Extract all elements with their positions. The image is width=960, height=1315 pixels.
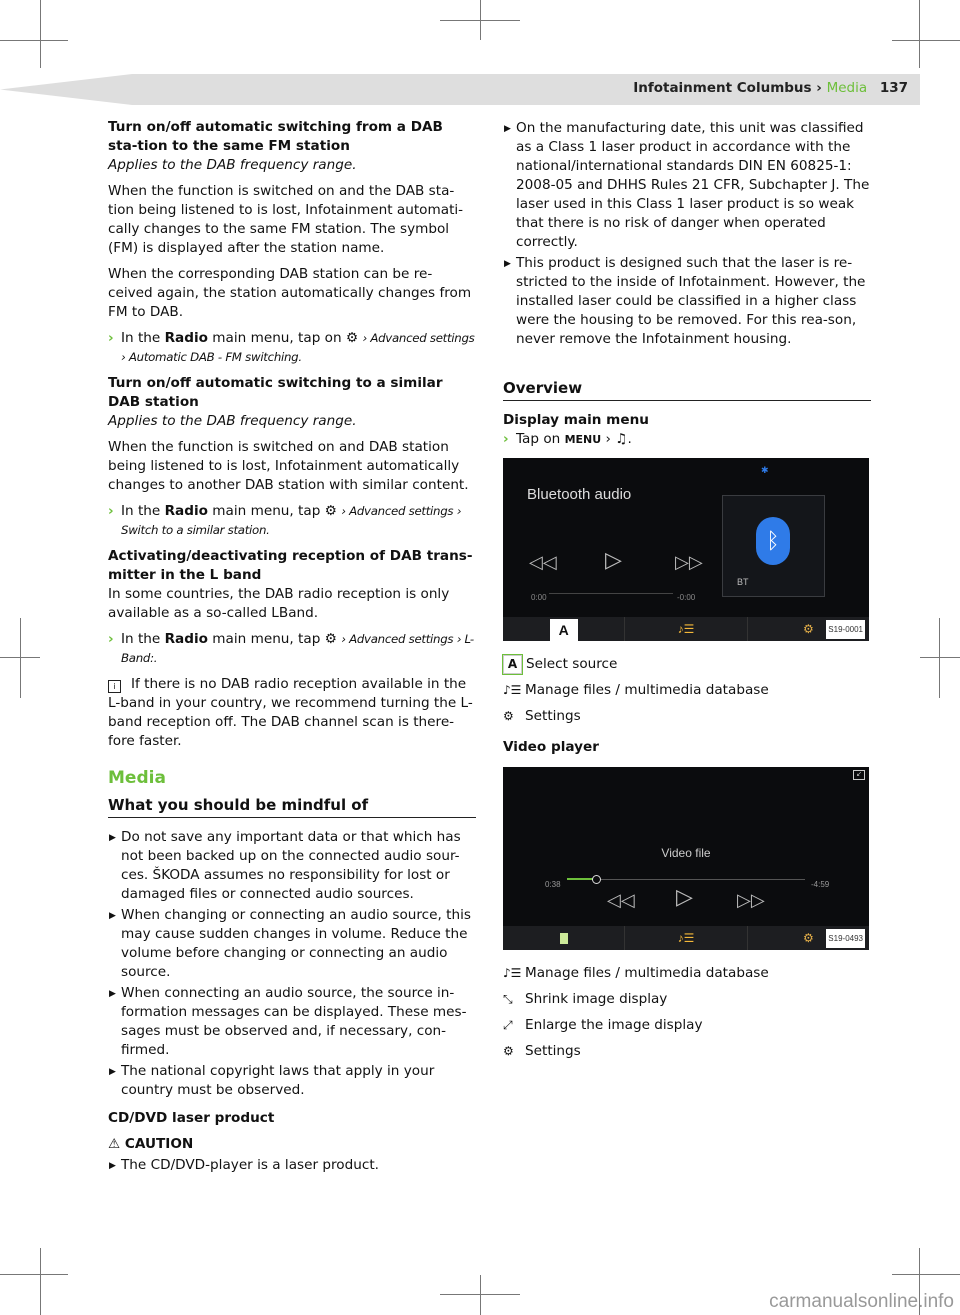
legend-item: ♪☰ Manage files / multimedia database — [503, 965, 769, 981]
heading-auto-fm: Turn on/off automatic switching from a DAB sta-tion to the same FM station — [108, 119, 443, 154]
bullet-triangle-icon: ▶ — [504, 259, 511, 269]
left-column — [108, 118, 476, 1177]
file-icon — [560, 933, 568, 944]
legend-item: ⤢ Enlarge the image display — [503, 1017, 703, 1033]
section-title: Media — [826, 80, 868, 96]
watermark: carmanualsonline.info — [769, 1291, 954, 1312]
settings-icon: ⚙ — [345, 330, 359, 346]
figure-code: S19-0001 — [826, 620, 865, 639]
crop-mark — [0, 40, 68, 41]
paragraph: When the function is switched on and DAB station being listened to is lost, Infotainment automatically changes to another DAB station with similar content. — [108, 439, 469, 493]
play-button[interactable]: ▷ — [676, 884, 693, 909]
enlarge-image-icon: ⤢ — [503, 1018, 513, 1032]
time-start: 0:38 — [545, 880, 561, 889]
note: i If there is no DAB radio reception available in the L-band in your country, we recommend turning the L-band reception off. The DAB channel scan is there-fore faster. — [108, 676, 473, 749]
paragraph: When the function is switched on and the DAB sta-tion being listened to is lost, Infotainment automati-cally changes to the same FM station. The symbol (FM) is displayed after the station name. — [108, 183, 464, 256]
warning-icon: ⚠ — [108, 1136, 121, 1152]
menu-path: › Advanced settings › Automatic DAB - FM switching. — [121, 331, 475, 364]
video-source-tab[interactable] — [503, 926, 625, 950]
heading-similar: Turn on/off automatic switching to a similar DAB station — [108, 375, 443, 410]
header-separator: › — [816, 80, 822, 96]
figure-code: S19-0493 — [826, 929, 865, 948]
manage-files-icon: ♪☰ — [677, 930, 695, 945]
legend-item: ⤡ Shrink image display — [503, 991, 668, 1007]
crop-mark — [40, 1248, 41, 1315]
running-header — [633, 80, 908, 100]
note-icon: i — [108, 680, 121, 693]
crop-mark — [0, 657, 40, 658]
crop-mark — [480, 1275, 481, 1315]
page-number: 137 — [879, 80, 908, 96]
settings-icon: ⚙ — [503, 709, 514, 723]
manage-files-tab[interactable] — [625, 617, 747, 641]
crop-mark — [440, 20, 520, 21]
caution-label: ⚠ CAUTION — [108, 1136, 194, 1152]
source-tile[interactable] — [722, 495, 825, 597]
settings-icon: ⚙ — [802, 621, 814, 636]
crop-mark — [0, 1274, 68, 1275]
menu-name: Radio — [164, 631, 208, 647]
legend-item: A Select source — [503, 655, 871, 674]
bullet-triangle-icon: ▶ — [109, 833, 116, 843]
paragraph: When the corresponding DAB station can be re-ceived again, the station automatically changes from FM to DAB. — [108, 266, 472, 320]
heading-laser: CD/DVD laser product — [108, 1110, 275, 1126]
time-end: -4:59 — [811, 880, 830, 889]
legend-item: ♪☰ Manage files / multimedia database — [503, 682, 769, 698]
crop-mark — [919, 0, 920, 68]
crop-mark — [40, 0, 41, 68]
legend-item: ⚙ Settings — [503, 1043, 581, 1059]
bullet-triangle-icon: ▶ — [109, 911, 116, 921]
section-heading-media: Media — [108, 768, 166, 788]
menu-key: MENU — [564, 433, 602, 446]
progress-track[interactable] — [567, 879, 805, 880]
bullet-item: ▶ When connecting an audio source, the source in-formation messages can be displayed. These mes-sages must be observed and, if necessary, con-firmed. — [109, 985, 467, 1058]
bullet-triangle-icon: ▶ — [109, 1161, 116, 1171]
heading-lband: Activating/deactivating reception of DAB trans-mitter in the L band — [108, 548, 473, 583]
heading-video-player: Video player — [503, 739, 599, 755]
rewind-button[interactable]: ◁◁ — [607, 890, 635, 910]
play-button[interactable]: ▷ — [605, 547, 622, 572]
bottom-menu-bar — [503, 617, 869, 641]
settings-icon: ⚙ — [802, 930, 814, 945]
bluetooth-logo-icon: ᛒ — [756, 517, 790, 565]
bluetooth-status-icon: ✱ — [761, 465, 769, 475]
legend-item: ⚙ Settings — [503, 708, 581, 724]
bullet-item: ▶ The national copyright laws that apply in your country must be observed. — [109, 1063, 435, 1098]
manage-files-tab[interactable] — [625, 926, 747, 950]
crop-mark — [939, 618, 940, 698]
menu-name: Radio — [164, 330, 208, 346]
settings-icon: ⚙ — [324, 503, 337, 519]
heading-mindful: What you should be mindful of — [108, 796, 476, 818]
step-arrow-icon: › — [108, 631, 114, 647]
heading-main-menu: Display main menu — [503, 412, 649, 428]
chapter-title: Infotainment Columbus — [633, 80, 812, 96]
video-player-screen — [503, 767, 869, 950]
callout-a: A — [503, 655, 522, 674]
progress-track[interactable] — [549, 593, 673, 594]
bullet-item: ▶ The CD/DVD-player is a laser product. — [108, 1156, 476, 1175]
screen-title: Bluetooth audio — [527, 486, 632, 503]
menu-name: Radio — [164, 503, 208, 519]
instruction-step: › In the Radio main menu, tap ⚙ › Advanced settings › L-Band:. — [108, 631, 474, 665]
bullet-item: ▶ Do not save any important data or that which has not been backed up on the connected audio sour-ces. ŠKODA assumes no responsibility for lost or damaged files or connected audio sources. — [109, 829, 461, 902]
crop-mark — [892, 40, 960, 41]
bullet-triangle-icon: ▶ — [504, 124, 511, 134]
bluetooth-audio-screen — [503, 458, 869, 641]
crop-mark — [920, 657, 960, 658]
forward-button[interactable]: ▷▷ — [675, 552, 703, 572]
settings-icon: ⚙ — [503, 1044, 514, 1058]
bullet-triangle-icon: ▶ — [109, 989, 116, 999]
bullet-triangle-icon: ▶ — [109, 1067, 116, 1077]
video-title: Video file — [661, 846, 711, 860]
rewind-button[interactable]: ◁◁ — [529, 552, 557, 572]
right-column — [503, 119, 871, 1068]
bullet-item: ▶ On the manufacturing date, this unit was classified as a Class 1 laser product in accordance with the national/international standards DIN EN 60825-1: 2008-05 and DHHS Rules 21 CFR, Subchapter J. The laser used in this Class 1 laser product is so weak that there is no risk of danger when operated correctly. — [504, 120, 870, 250]
forward-button[interactable]: ▷▷ — [737, 890, 765, 910]
resize-image-icon[interactable]: ↙ — [853, 770, 865, 780]
bullet-item: ▶ When changing or connecting an audio source, this may cause sudden changes in volume. Reduce the volume before changing or connecting an audio source. — [109, 907, 471, 980]
shrink-image-icon: ⤡ — [503, 992, 513, 1006]
bottom-menu-bar — [503, 926, 869, 950]
settings-icon: ⚙ — [324, 631, 337, 647]
progress-handle[interactable] — [592, 875, 601, 884]
applies-note-2: Applies to the DAB frequency range. — [108, 413, 357, 429]
instruction-step: › Tap on MENU › ♫. — [503, 431, 632, 447]
time-start: 0:00 — [531, 593, 547, 602]
crop-mark — [440, 1294, 520, 1295]
manage-files-icon: ♪☰ — [503, 683, 522, 697]
paragraph: In some countries, the DAB radio reception is only available as a so-called LBand. — [108, 586, 450, 621]
select-source-tab[interactable] — [503, 617, 625, 641]
step-arrow-icon: › — [503, 431, 509, 447]
manage-files-icon: ♪☰ — [677, 621, 695, 636]
source-label: BT — [737, 577, 749, 587]
instruction-step: › In the Radio main menu, tap ⚙ › Advanced settings › Switch to a similar station. — [108, 503, 462, 537]
step-arrow-icon: › — [108, 330, 114, 346]
instruction-step: › In the Radio main menu, tap on ⚙ › Advanced settings › Automatic DAB - FM switching. — [108, 330, 475, 364]
heading-overview: Overview — [503, 379, 871, 401]
callout-a: A — [550, 619, 578, 641]
crop-mark — [20, 618, 21, 698]
menu-path: › Advanced settings › Switch to a similar station. — [121, 504, 462, 537]
manage-files-icon: ♪☰ — [503, 966, 522, 980]
bullet-item: ▶ This product is designed such that the laser is re-stricted to the inside of Infotainment. However, the installed laser could be classified in a higher class were the housing to be removed. For this rea-son, never remove the Infotainment housing. — [504, 255, 866, 347]
step-arrow-icon: › — [108, 503, 114, 519]
time-end: -0:00 — [677, 593, 696, 602]
crop-mark — [892, 1274, 960, 1275]
applies-note-1: Applies to the DAB frequency range. — [108, 157, 357, 173]
menu-path: › Advanced settings › L-Band:. — [121, 632, 474, 665]
